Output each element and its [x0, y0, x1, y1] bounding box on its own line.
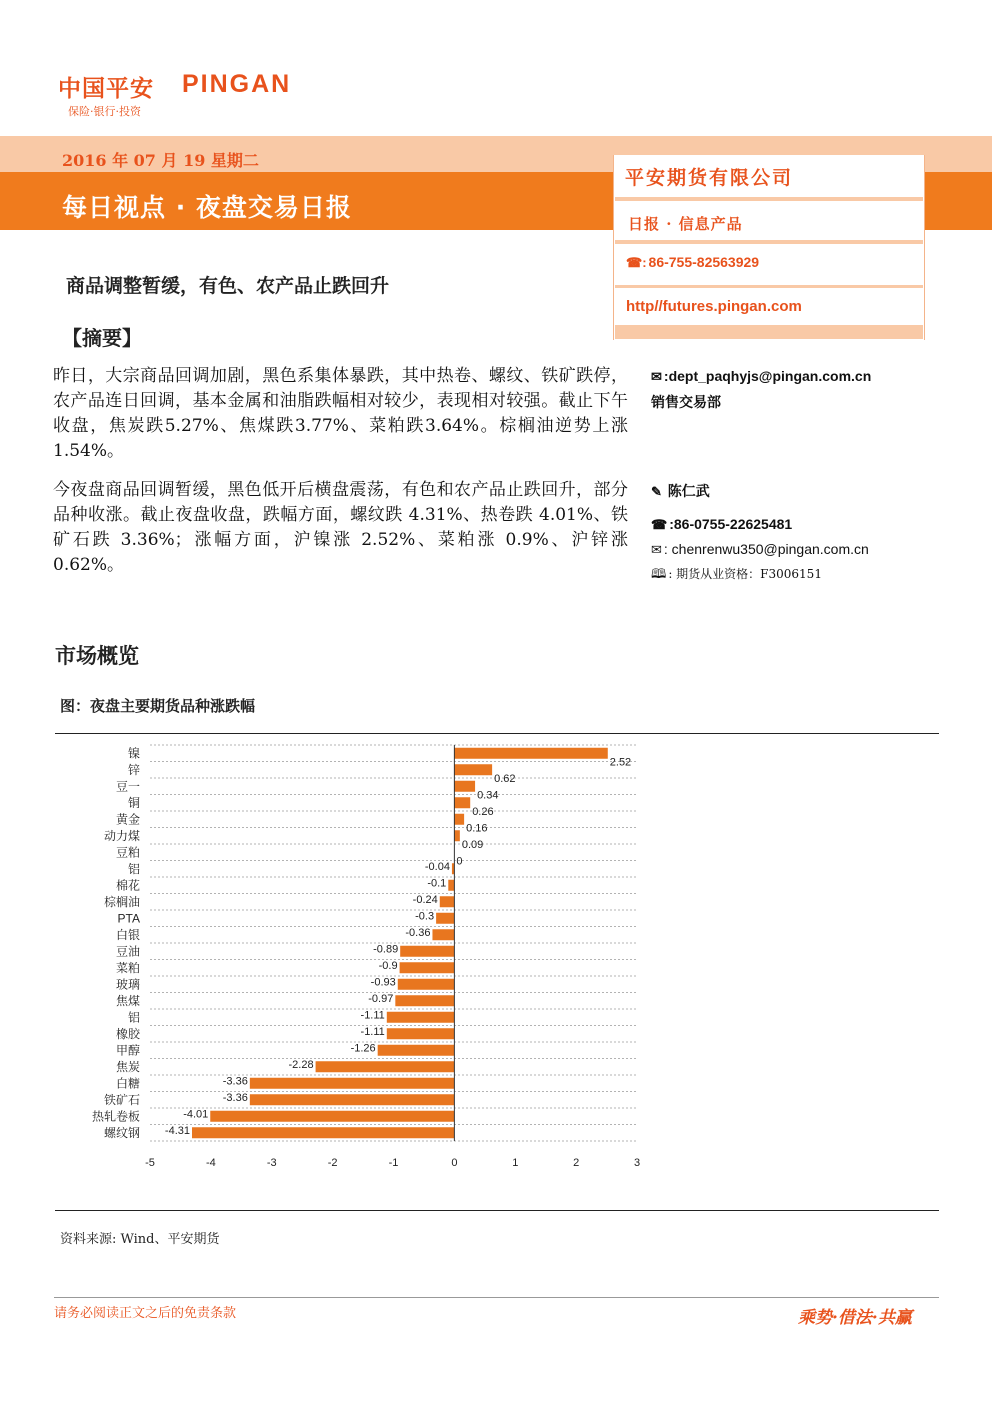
data-label: -0.93 — [370, 976, 396, 989]
bar — [436, 913, 454, 924]
logo-cn: 中国平安 — [58, 76, 154, 102]
bar — [250, 1078, 455, 1089]
headline: 商品调整暂缓，有色、农产品止跌回升 — [66, 275, 390, 297]
summary-paragraph-1: 昨日，大宗商品回调加剧，黑色系集体暴跌，其中热卷、螺纹、铁矿跌停，农产品连日回调，基本金属和油脂跌幅相对较少，表现相对较强。截止下午收盘，焦炭跌5.27%、焦煤跌3.77%、菜粕跌3.64%。棕榈油逆势上涨 1.54%。 — [53, 366, 628, 461]
x-tick-label: 3 — [633, 1157, 641, 1169]
company-name: 平安期货有限公司 — [625, 167, 794, 189]
dept-name: 销售交易部 — [651, 394, 721, 410]
bar — [316, 1061, 455, 1072]
x-tick-label: -3 — [266, 1157, 277, 1169]
x-tick-label: 2 — [573, 1157, 580, 1169]
logo-en: PINGAN — [182, 70, 292, 98]
category-label: 白糖 — [115, 1076, 140, 1091]
analyst-email-text: : chenrenwu350@pingan.com.cn — [663, 541, 869, 557]
analyst-license — [651, 565, 822, 587]
data-label: -0.89 — [373, 943, 399, 956]
bar — [395, 995, 454, 1006]
book-icon: 🕮 — [651, 567, 667, 582]
report-title: 每日视点 · 夜盘交易日报 — [62, 193, 352, 222]
data-label: -0.24 — [412, 893, 438, 906]
figure-bottom-rule — [55, 1210, 939, 1211]
bar — [454, 830, 459, 841]
company-phone-number: 86-755-82563929 — [648, 254, 760, 270]
phone-icon: ☎ — [651, 517, 668, 532]
category-label: 豆油 — [115, 944, 140, 959]
data-label: -0.97 — [368, 992, 394, 1005]
data-label: 0.16 — [466, 822, 488, 835]
x-tick-label: -5 — [145, 1157, 155, 1169]
data-label: 0 — [456, 855, 463, 868]
category-label: 铜 — [127, 795, 140, 810]
bar — [400, 962, 455, 973]
category-label: 热轧卷板 — [91, 1109, 140, 1124]
dept-email-text: :dept_paqhyjs@pingan.com.cn — [663, 368, 872, 384]
category-label: 豆一 — [115, 779, 140, 794]
bar — [448, 880, 454, 891]
disclaimer-link[interactable]: 请务必阅读正文之后的免责条款 — [54, 1306, 237, 1321]
category-label: 甲醇 — [115, 1043, 140, 1058]
bar — [210, 1111, 454, 1122]
analyst-phone — [651, 516, 792, 533]
category-label: 动力煤 — [103, 828, 140, 843]
data-label: -3.36 — [222, 1075, 248, 1088]
summary-paragraph-2: 今夜盘商品回调暂缓，黑色低开后横盘震荡，有色和农产品止跌回升，部分品种收涨。截止夜盘收盘，跌幅方面，螺纹跌 4.31%、热卷跌 4.01%、铁矿石跌 3.36%；涨幅方面，沪镍涨 2.52%、菜粕涨 0.9%、沪锌涨 0.62%。 — [53, 480, 628, 575]
data-label: -4.31 — [164, 1124, 191, 1137]
dept-email[interactable] — [651, 368, 871, 385]
category-label: 豆粕 — [115, 845, 140, 860]
figure-title: 图：夜盘主要期货品种涨跌幅 — [60, 697, 256, 715]
category-label: 棕榈油 — [103, 894, 140, 909]
x-tick-label: -2 — [327, 1157, 338, 1169]
data-label: -0.36 — [405, 926, 431, 939]
category-label: 焦炭 — [115, 1059, 140, 1074]
bar-chart — [55, 735, 939, 1175]
company-phone — [626, 254, 759, 271]
data-label: -2.28 — [288, 1058, 314, 1071]
category-label: 铝 — [127, 1010, 140, 1025]
data-label: 0.09 — [461, 838, 484, 851]
bar — [378, 1045, 455, 1056]
summary-heading: 【摘要】 — [62, 326, 142, 350]
category-label: 镍 — [127, 746, 140, 761]
bar — [192, 1127, 454, 1138]
analyst-phone-text: :86-0755-22625481 — [669, 516, 793, 532]
data-label: -1.11 — [360, 1025, 385, 1038]
figure-top-rule — [55, 733, 939, 734]
data-label: 0.62 — [494, 772, 516, 785]
company-url[interactable]: http//futures.pingan.com — [626, 298, 802, 315]
bar — [250, 1094, 455, 1105]
category-label: 棉花 — [115, 878, 140, 893]
category-label: 菜粕 — [115, 960, 140, 975]
bar — [398, 979, 455, 990]
data-label: 0.26 — [472, 805, 494, 818]
category-label: 螺纹钢 — [103, 1125, 140, 1140]
bar — [432, 929, 454, 940]
category-label: 焦煤 — [115, 993, 140, 1008]
data-label: -1.26 — [350, 1042, 376, 1055]
slogan: 乘势·借法·共赢 — [798, 1308, 912, 1328]
category-label: 橡胶 — [115, 1026, 140, 1041]
data-label: -0.1 — [427, 877, 447, 890]
card-divider — [615, 240, 923, 244]
phone-icon: ☎: — [626, 255, 647, 270]
data-label: -0.9 — [378, 959, 398, 972]
mail-icon: ✉ — [651, 542, 662, 557]
category-label: 铁矿石 — [103, 1092, 140, 1107]
data-label: -4.01 — [183, 1108, 209, 1121]
bar — [454, 764, 492, 775]
category-label: 玻璃 — [115, 977, 140, 992]
bar — [387, 1028, 455, 1039]
report-date: 2016 年 07 月 19 星期二 — [62, 151, 259, 170]
data-label: -0.04 — [424, 860, 450, 873]
card-divider — [615, 285, 923, 288]
bar — [454, 797, 470, 808]
data-source: 资料来源: Wind、平安期货 — [60, 1232, 220, 1247]
x-tick-label: -1 — [388, 1157, 399, 1169]
bar — [440, 896, 455, 907]
data-label: -1.11 — [360, 1009, 385, 1022]
bar — [454, 781, 475, 792]
bar — [387, 1012, 455, 1023]
data-label: 0.34 — [477, 789, 499, 802]
bar — [454, 814, 464, 825]
data-label: -0.3 — [415, 910, 435, 923]
logo-tagline: 保险·银行·投资 — [68, 105, 141, 118]
footer-rule — [54, 1297, 939, 1298]
analyst-name — [651, 481, 710, 501]
category-label: PTA — [117, 911, 140, 926]
category-label: 铝 — [127, 861, 140, 876]
category-label: 黄金 — [115, 812, 140, 827]
market-heading: 市场概览 — [55, 644, 139, 668]
card-divider — [615, 325, 923, 339]
bar — [454, 748, 607, 759]
report-type: 日报 · 信息产品 — [628, 215, 743, 233]
x-tick-label: 0 — [451, 1157, 458, 1169]
x-tick-label: -4 — [205, 1157, 216, 1169]
analyst-email[interactable] — [651, 541, 869, 558]
data-label: -3.36 — [222, 1091, 248, 1104]
bar — [400, 946, 454, 957]
mail-icon: ✉ — [651, 369, 662, 384]
category-label: 白银 — [115, 927, 140, 942]
analyst-license-text: : 期货从业资格：F3006151 — [668, 567, 822, 581]
card-divider — [615, 197, 923, 201]
analyst-name-text: 陈仁武 — [667, 483, 710, 499]
x-tick-label: 1 — [512, 1157, 519, 1169]
pen-icon: ✎ — [651, 484, 662, 499]
category-label: 锌 — [127, 762, 140, 777]
data-label: 2.52 — [609, 756, 632, 769]
